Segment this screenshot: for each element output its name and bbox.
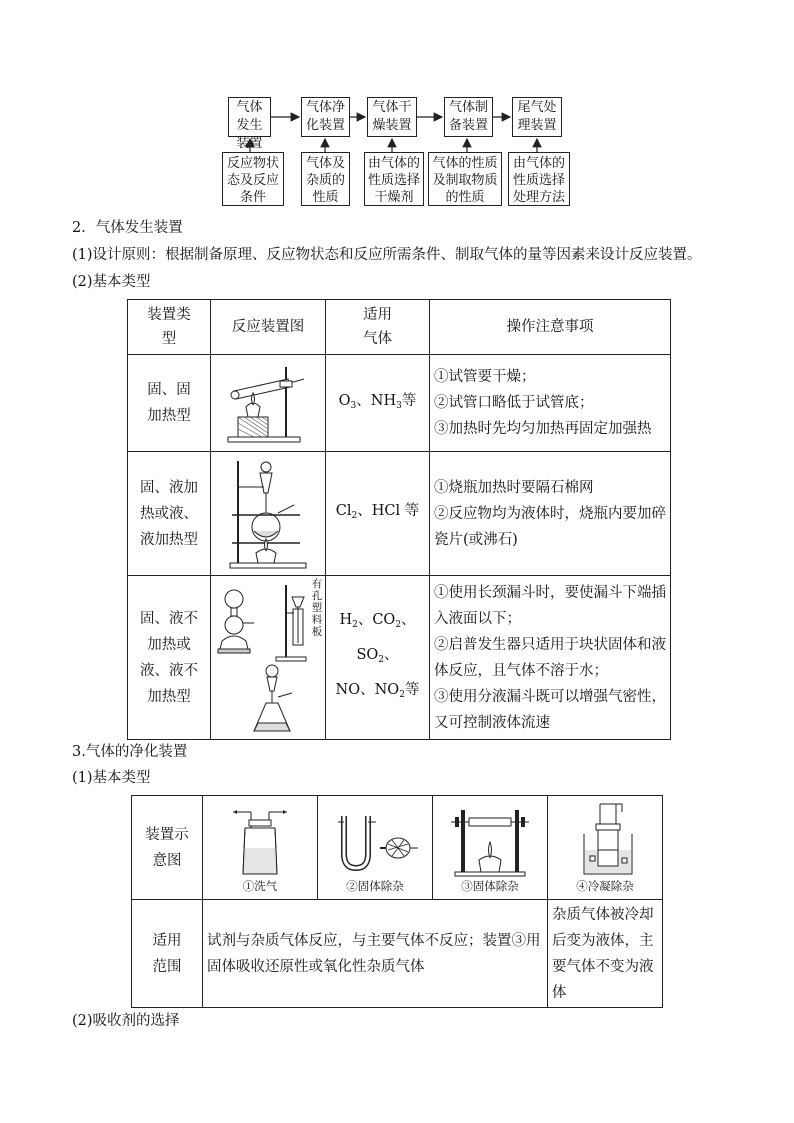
header-suitable-gas [326, 300, 430, 355]
absorbent-selection-heading: (2)吸收剂的选择 [72, 1013, 180, 1029]
row3-note-1: ①使用长颈漏斗时，要使漏斗下端插 [434, 584, 666, 601]
range-cold-text: 杂质气体被冷却后变为液体，主要气体不变为液体 [552, 906, 654, 1001]
row-diagram-label-text: 装置示意图 [145, 826, 189, 869]
range-cold [548, 900, 663, 1008]
row2-type-text: 固、液加热或液、液加热型 [140, 479, 198, 548]
row2-note-1: ①烧瓶加热时要隔石棉网 [434, 479, 594, 496]
flow-box-gas-properties: 气体的性质及制取物质的性质 [428, 152, 502, 206]
flow-box-dryer: 气体干燥装置 [367, 97, 417, 137]
row2-note-3: 瓷片(或沸石) [434, 531, 518, 548]
row3-note-2: 入液面以下； [434, 610, 521, 627]
design-principle-text: (1)设计原则：根据制备原理、反应物状态和反应所需条件、制取气体的量等因素来设计反应装置。 [72, 247, 702, 263]
device-wash-bottle [203, 796, 318, 900]
basic-types-heading: (2)基本类型 [72, 274, 151, 290]
header-device-diagram: 反应装置图 [211, 300, 326, 355]
row1-note-1: ①试管要干燥； [434, 369, 536, 385]
flow-box-reactant-state: 反应物状态及反应条件 [222, 152, 284, 206]
row2-diagram [211, 452, 326, 576]
row3-notes [430, 576, 671, 740]
row1-notes [430, 355, 671, 452]
row2-note-2: ②反应物均为液体时，烧瓶内要加碎 [434, 505, 666, 522]
row3-note-6: 又可控制液体流速 [434, 714, 550, 731]
heated-tube-icon [445, 802, 535, 878]
device-cold-trap [548, 796, 663, 900]
row3-note-4: 体反应，且气体不溶于水； [434, 662, 608, 679]
row1-gases: $O_3$、$NH_3$等 [326, 355, 430, 452]
wash-bottle-icon [225, 802, 295, 878]
section-3-heading: 3.气体的净化装置 [72, 744, 188, 760]
header-device-type-text: 装置类型 [147, 307, 191, 347]
row1-type-text: 固、固加热型 [147, 382, 191, 424]
solid-solid-heating-apparatus-icon [218, 359, 318, 447]
flow-box-tail-gas: 尾气处理装置 [512, 97, 562, 137]
row2-gases: $Cl_2$、HCl 等 [326, 452, 430, 576]
caption-wash-gas: ①洗气 [242, 878, 278, 893]
row3-type [128, 576, 211, 740]
gas-generator-table [127, 299, 671, 740]
flow-box-desiccant-choice: 由气体的性质选择干燥剂 [364, 152, 424, 206]
gas-purification-table [131, 795, 663, 1008]
gas-preparation-flow-diagram [0, 0, 794, 215]
row3-diagram [211, 576, 326, 740]
row2-notes [430, 452, 671, 576]
header-suitable-gas-text: 适用气体 [363, 307, 392, 347]
u-tube-drying-icon [330, 802, 420, 878]
flow-box-purifier: 气体净化装置 [301, 97, 350, 137]
caption-cold-removal: ④冷凝除杂 [576, 878, 634, 893]
row-diagram-label [132, 796, 203, 900]
flow-box-impurity-properties: 气体及杂质的性质 [301, 152, 350, 206]
range-main-text: 试剂与杂质气体反应，与主要气体不反应；装置③用固体吸收还原性或氧化性杂质气体 [207, 932, 541, 975]
device-u-tube [318, 796, 433, 900]
purification-basic-types: (1)基本类型 [72, 770, 151, 786]
flow-box-generator: 气体发生装置 [228, 97, 271, 137]
section-2-heading: 2．气体发生装置 [72, 220, 183, 236]
row3-type-text: 固、液不加热或液、液不加热型 [140, 610, 198, 705]
row1-note-3: ③加热时先均匀加热再固定加强热 [434, 421, 652, 437]
device-heated-tube [433, 796, 548, 900]
cold-trap-icon [570, 802, 640, 878]
solid-liquid-no-heating-apparatus-icon [212, 579, 324, 737]
flow-box-preparation: 气体制备装置 [444, 97, 493, 137]
flow-box-disposal-choice: 由气体的性质选择处理方法 [508, 152, 570, 206]
row1-type [128, 355, 211, 452]
caption-solid-removal-3: ③固体除杂 [461, 878, 519, 893]
row2-type [128, 452, 211, 576]
row-range-label-text: 适用范围 [152, 932, 182, 975]
caption-solid-removal-2: ②固体除杂 [346, 878, 404, 893]
porous-plate-label: 有孔塑料板 [311, 578, 323, 638]
row1-diagram [211, 355, 326, 452]
row3-note-5: ③使用分液漏斗既可以增强气密性， [434, 688, 666, 705]
row3-gases: $H_2$、$CO_2$、$SO_2$、 NO、$NO_2$等 [326, 576, 430, 740]
row1-note-2: ②试管口略低于试管底； [434, 395, 594, 411]
solid-liquid-heating-apparatus-icon [218, 455, 318, 573]
header-device-type [128, 300, 211, 355]
row3-note-3: ②启普发生器只适用于块状固体和液 [434, 636, 666, 653]
row-range-label [132, 900, 203, 1008]
header-notes: 操作注意事项 [430, 300, 671, 355]
range-main [203, 900, 548, 1008]
